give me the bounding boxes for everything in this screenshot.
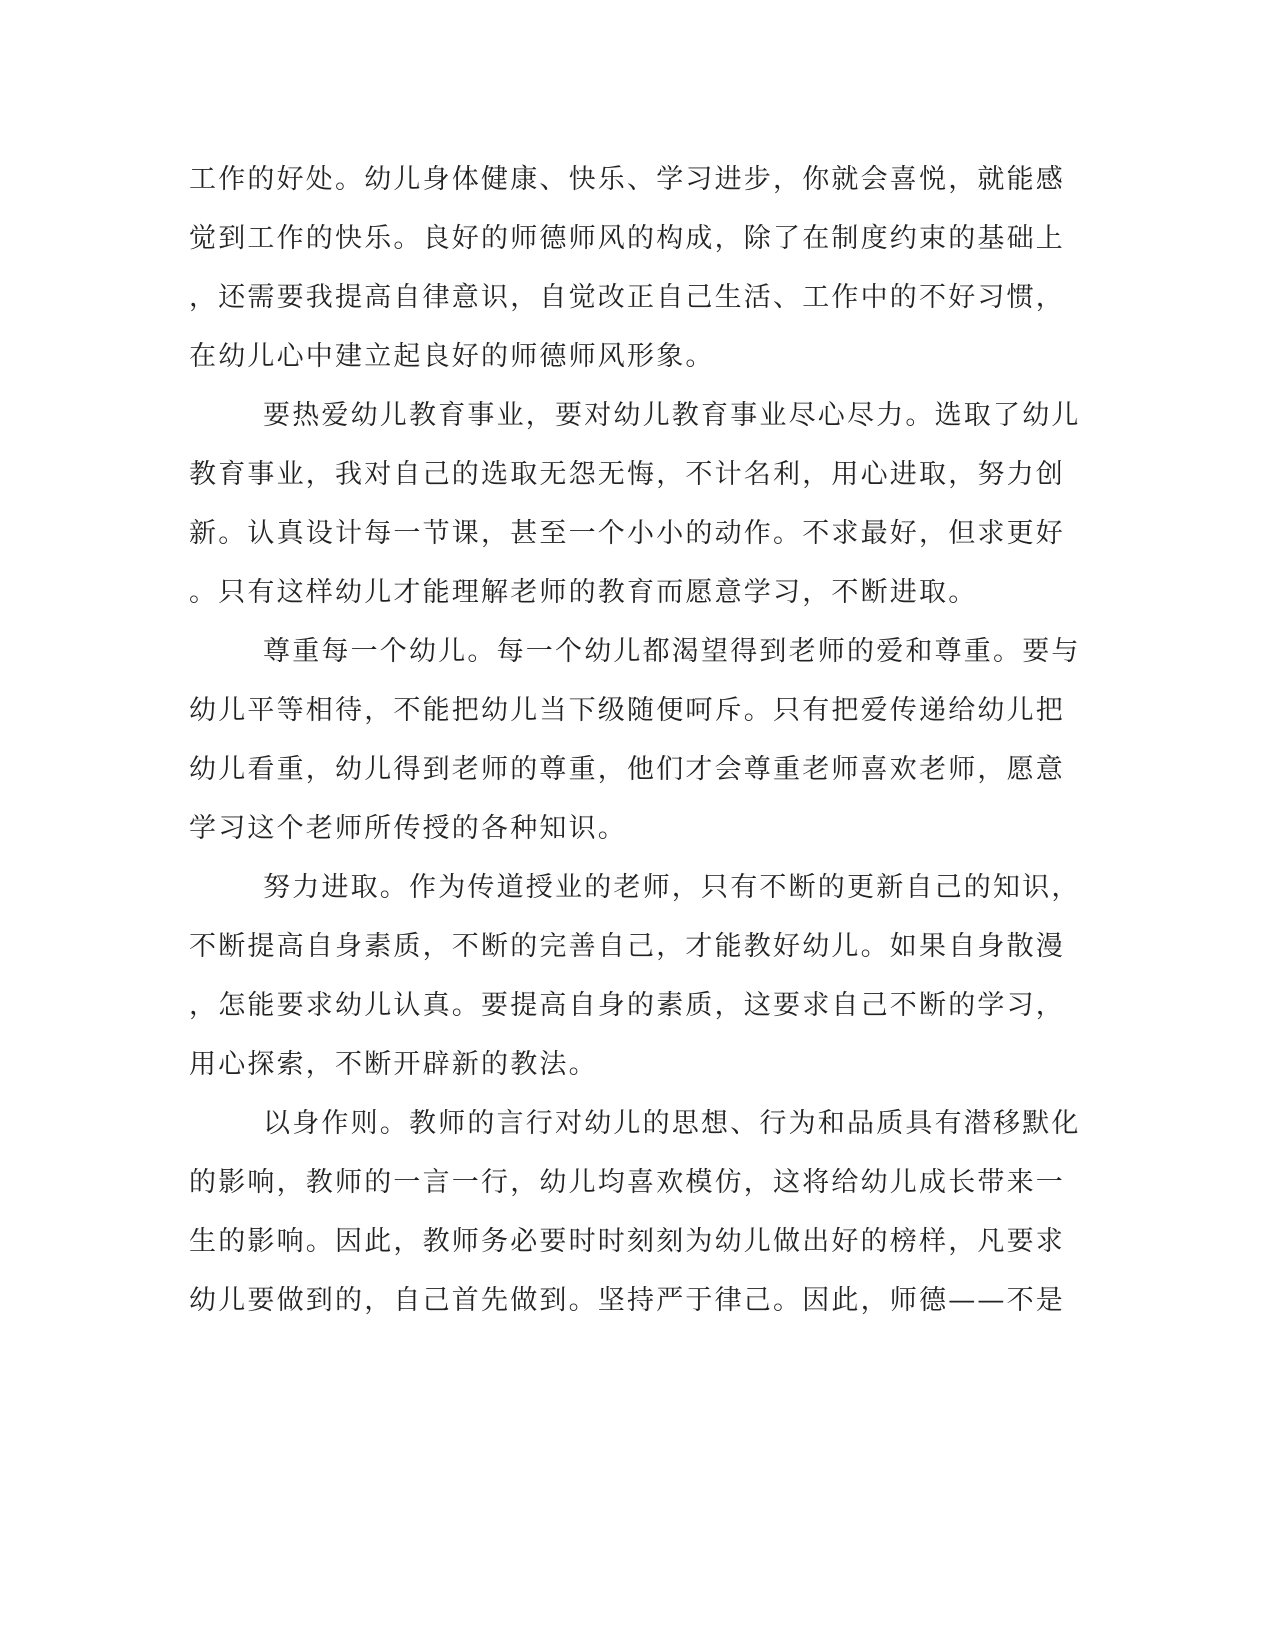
text-line: 教育事业，我对自己的选取无怨无悔，不计名利，用心进取，努力创	[189, 459, 1065, 490]
text-line: ，还需要我提高自律意识，自觉改正自己生活、工作中的不好习惯，	[189, 282, 1065, 313]
text-line: 工作的好处。幼儿身体健康、快乐、学习进步，你就会喜悦，就能感	[189, 164, 1065, 195]
text-line: 觉到工作的快乐。良好的师德师风的构成，除了在制度约束的基础上	[189, 223, 1065, 254]
text-line: 。只有这样幼儿才能理解老师的教育而愿意学习，不断进取。	[189, 577, 978, 608]
text-line: 生的影响。因此，教师务必要时时刻刻为幼儿做出好的榜样，凡要求	[189, 1226, 1065, 1257]
text-line: 幼儿要做到的，自己首先做到。坚持严于律己。因此，师德——不是	[189, 1285, 1065, 1316]
text-line: 新。认真设计每一节课，甚至一个小小的动作。不求最好，但求更好	[189, 518, 1065, 549]
text-line: 不断提高自身素质，不断的完善自己，才能教好幼儿。如果自身散漫	[189, 931, 1065, 962]
paragraph-first-line: 尊重每一个幼儿。每一个幼儿都渴望得到老师的爱和尊重。要与	[263, 636, 1081, 667]
text-line: 幼儿看重，幼儿得到老师的尊重，他们才会尊重老师喜欢老师，愿意	[189, 754, 1065, 785]
text-line: ，怎能要求幼儿认真。要提高自身的素质，这要求自己不断的学习，	[189, 990, 1065, 1021]
text-line: 在幼儿心中建立起良好的师德师风形象。	[189, 341, 715, 372]
text-line: 用心探索，不断开辟新的教法。	[189, 1049, 598, 1080]
text-line: 学习这个老师所传授的各种知识。	[189, 813, 627, 844]
paragraph-first-line: 要热爱幼儿教育事业，要对幼儿教育事业尽心尽力。选取了幼儿	[263, 400, 1081, 431]
text-line: 的影响，教师的一言一行，幼儿均喜欢模仿，这将给幼儿成长带来一	[189, 1167, 1065, 1198]
paragraph-first-line: 以身作则。教师的言行对幼儿的思想、行为和品质具有潜移默化	[263, 1108, 1081, 1139]
text-line: 幼儿平等相待，不能把幼儿当下级随便呵斥。只有把爱传递给幼儿把	[189, 695, 1065, 726]
paragraph-first-line: 努力进取。作为传道授业的老师，只有不断的更新自己的知识，	[263, 872, 1081, 903]
